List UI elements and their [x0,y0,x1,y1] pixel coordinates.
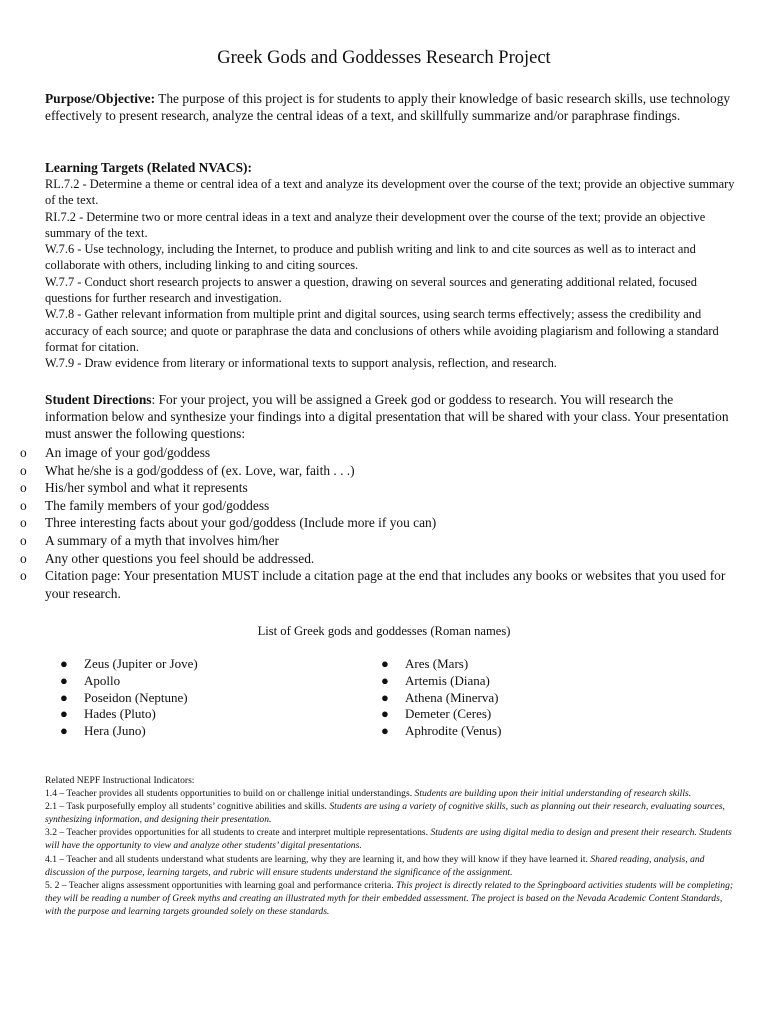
page-title: Greek Gods and Goddesses Research Project [217,48,551,68]
bullet-marker: ● [381,689,389,705]
bullet-marker: ● [60,672,68,688]
nepf-item: 4.1 – Teacher and all students understand what students are learning, why they are learning it, and how they will know if they have learned it. Shared reading, analysis, and discussion of the purpose, learning targets, and rubric will ensure students understand the significance of the assignment. [45,853,705,878]
list-item: o The family members of your god/goddess [20,497,270,513]
learning-target-item: RI.7.2 - Determine two or more central ideas in a text and analyze their development over the course of the text; provide an objective summary of the text. [45,209,706,240]
bullet-marker: ● [381,656,389,671]
list-item: ● Demeter (Ceres) [381,706,492,722]
bullet-marker: o [20,462,27,478]
bullet-marker: o [20,445,27,460]
list-item: ● Apollo [60,672,121,688]
gods-list-title: List of Greek gods and goddesses (Roman names) [257,624,511,638]
learning-target-item: RL.7.2 - Determine a theme or central idea of a text and analyze its development over the course of the text; provide an objective summary of the text. [45,177,735,208]
list-item: ● Ares (Mars) [381,656,469,671]
nepf-indicators-section [45,774,735,918]
list-item: ● Hera (Juno) [60,723,146,739]
directions-text: : For your project, you will be assigned a Greek god or goddess to research. You will research the information below and synthesize your findings into a digital presentation that will be shared with your class. Your presentation must answer the following questions: [45,392,729,442]
nepf-item: 1.4 – Teacher provides all students opportunities to build on or challenge initial understandings. Students are building upon their initial understanding of research skills. [45,788,692,800]
list-item: o Three interesting facts about your god/goddess (Include more if you can) [20,515,437,531]
list-item: o Citation page: Your presentation MUST include a citation page at the end that includes any books or websites that you used for your research. [20,568,726,601]
list-item: o What he/she is a god/goddess of (ex. Love, war, faith . . .) [20,462,355,478]
nepf-heading: Related NEPF Instructional Indicators: [45,775,195,786]
directions-label: Student Directions [45,392,152,407]
bullet-marker: o [20,550,27,566]
learning-targets-section [45,159,735,372]
learning-target-item: W.7.8 - Gather relevant information from multiple print and digital sources, using search terms effectively; assess the credibility and accuracy of each source; and quote or paraphrase the data and conclusions of others while avoiding plagiarism and following a standard format for citation. [45,307,719,354]
purpose-paragraph [45,90,735,124]
list-item: ● Poseidon (Neptune) [60,689,188,705]
list-item: o A summary of a myth that involves him/her [20,532,279,548]
learning-target-item: W.7.6 - Use technology, including the Internet, to produce and publish writing and link to and cite sources as well as to interact and collaborate with others, including linking to and citing sources. [45,242,696,273]
bullet-marker: ● [381,723,389,739]
questions-list [0,444,740,602]
nepf-item: 3.2 – Teacher provides opportunities for all students to create and interpret multiple representations. Students are using digital media to design and present their research. Students will have the opportunity to view and analyze other students’ digital presentations. [45,827,732,852]
purpose-text: The purpose of this project is for students to apply their knowledge of basic research skills, use technology effectively to present research, analyze the central ideas of a text, and skillfully summarize and/or paraphrase findings. [45,91,731,124]
purpose-label: Purpose/Objective: [45,91,156,106]
bullet-marker: ● [381,672,389,688]
nepf-item: 2.1 – Task purposefully employ all students’ cognitive abilities and skills. Students are using a variety of cognitive skills, such as planning out their research, evaluating sources, synthesizing information, and designing their presentation. [45,801,725,826]
bullet-marker: o [20,480,27,496]
nepf-item: 5. 2 – Teacher aligns assessment opportunities with learning goal and performance criteria. This project is directly related to the Springboard activities students will be completing; they will be reading a number of Greek myths and creating an illustrated myth for their embedded assessment. The project is based on the Nevada Academic Content Standards, with the purpose and learning targets grounded solely on these standards. [45,879,734,917]
list-item: o His/her symbol and what it represents [20,480,248,496]
list-item: o An image of your god/goddess [20,445,211,460]
directions-paragraph [45,391,735,443]
bullet-marker: ● [60,706,68,722]
learning-targets-heading: Learning Targets (Related NVACS): [45,160,252,175]
list-item: ● Artemis (Diana) [381,672,490,688]
bullet-marker: ● [60,723,68,739]
bullet-marker: o [20,497,27,513]
gods-list-right [381,656,501,740]
bullet-marker: ● [60,689,68,705]
list-item: ● Hades (Pluto) [60,706,156,722]
gods-list-left [60,656,198,740]
learning-target-item: W.7.9 - Draw evidence from literary or informational texts to support analysis, reflection, and research. [45,356,557,371]
bullet-marker: ● [381,706,389,722]
list-item: ● Aphrodite (Venus) [381,723,502,739]
bullet-marker: o [20,515,27,531]
bullet-marker: o [20,532,27,548]
list-item: ● Athena (Minerva) [381,689,499,705]
bullet-marker: ● [60,656,68,671]
list-item: ● Zeus (Jupiter or Jove) [60,656,198,671]
bullet-marker: o [20,568,27,584]
list-item: o Any other questions you feel should be addressed. [20,550,315,566]
learning-target-item: W.7.7 - Conduct short research projects to answer a question, drawing on several sources and generating additional related, focused questions for further research and investigation. [45,274,697,306]
